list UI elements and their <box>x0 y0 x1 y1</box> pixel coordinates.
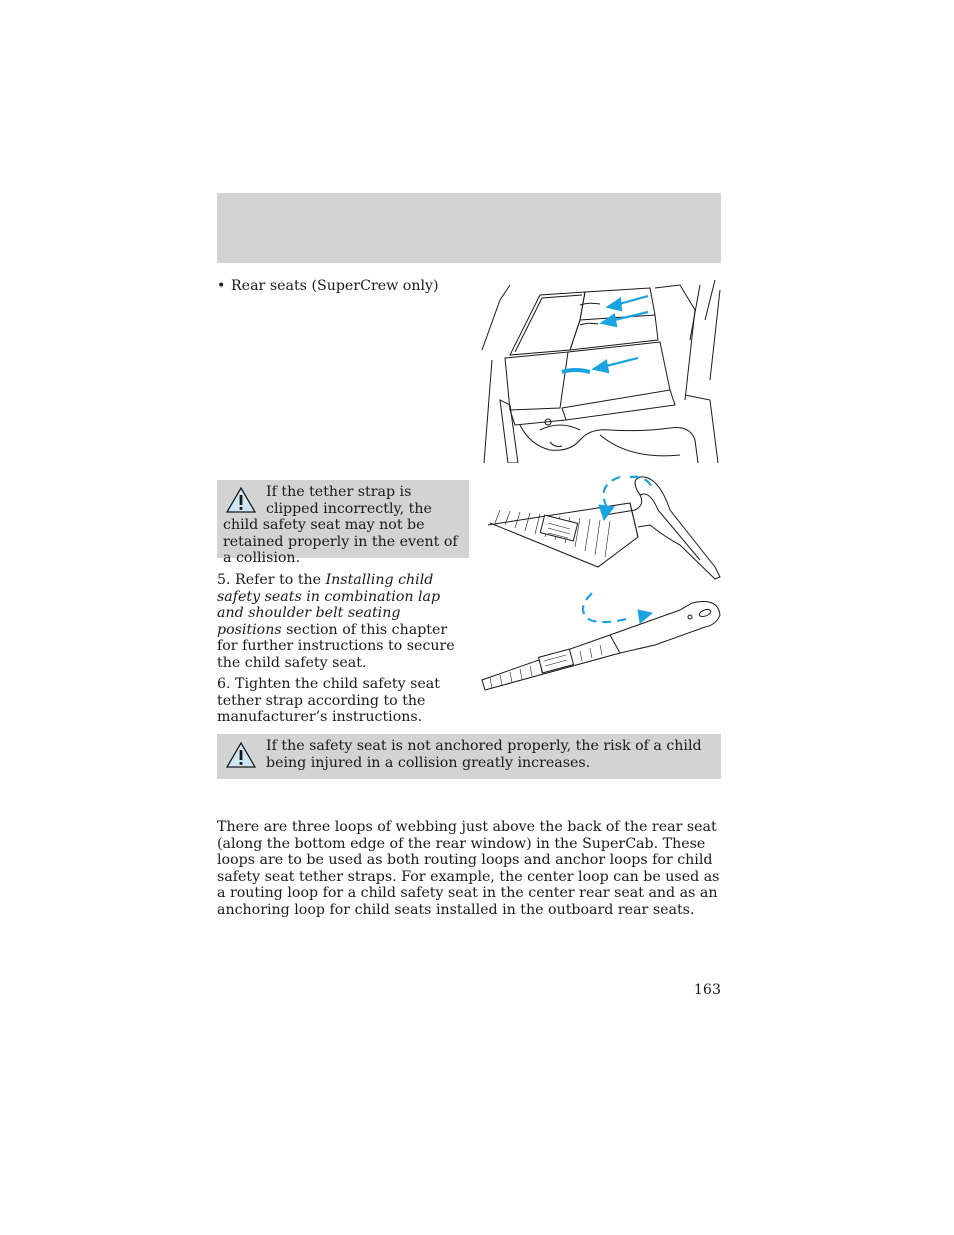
bullet-text: Rear seats (SuperCrew only) <box>231 278 439 294</box>
warning-triangle-icon <box>225 486 257 519</box>
step-6 <box>217 676 469 726</box>
tether-strap-clip-illustration <box>480 475 722 705</box>
warning-triangle-icon <box>225 741 257 774</box>
header-band <box>217 193 721 263</box>
step5-suffix: section of this chapter for further instructions to secure the child safety seat. <box>217 621 455 671</box>
step5-prefix: 5. Refer to the <box>217 572 326 588</box>
rear-seat-illustration <box>480 280 722 463</box>
bullet-dot: • <box>217 278 226 294</box>
body-paragraph: There are three loops of webbing just above the back of the rear seat (along the bottom edge of the rear window) in the SuperCab. These loops are to be used as both routing loops and anchor loops for child safety seat tether straps. For example, the center loop can be used as a routing loop for a child safety seat in the center rear seat and as an anchoring loop for child seats installed in the outboard rear seats. <box>217 819 720 918</box>
step5-section-reference: Installing child safety seats in combination lap and shoulder belt seating positions <box>217 572 441 638</box>
step6-text: 6. Tighten the child safety seat tether strap according to the manufacturer’s instructions. <box>217 676 440 725</box>
step-5 <box>217 572 469 671</box>
warning-box-tether <box>217 480 469 566</box>
bullet-item <box>217 278 467 295</box>
warning-box-anchor <box>217 734 721 779</box>
warning-text: If the tether strap is clipped incorrectly, the child safety seat may not be retained properly in the event of a collision. <box>223 484 458 566</box>
warning-text: If the safety seat is not anchored properly, the risk of a child being injured in a collision greatly increases. <box>266 738 702 771</box>
page-number: 163 <box>693 982 721 998</box>
